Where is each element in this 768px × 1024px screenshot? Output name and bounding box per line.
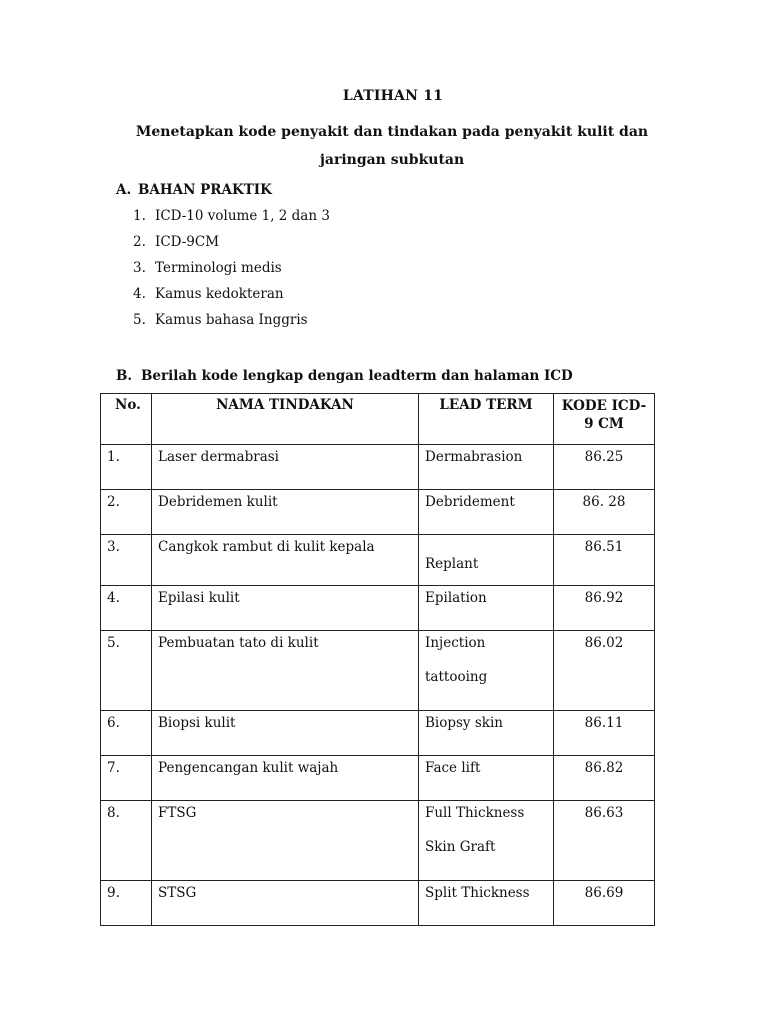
materials-list bbox=[133, 208, 330, 338]
lead-term bbox=[419, 881, 554, 926]
row-number: 5. bbox=[101, 631, 152, 711]
header-lead-term: LEAD TERM bbox=[419, 394, 554, 445]
procedure-name: Biopsi kulit bbox=[152, 711, 419, 756]
section-a-number: A. bbox=[116, 182, 132, 198]
list-item bbox=[133, 234, 330, 260]
procedure-name: Pengencangan kulit wajah bbox=[152, 756, 419, 801]
list-item-number: 2. bbox=[133, 234, 146, 250]
list-item bbox=[133, 286, 330, 312]
procedure-name: Debridemen kulit bbox=[152, 490, 419, 535]
procedure-name: Cangkok rambut di kulit kepala bbox=[152, 535, 419, 586]
procedure-name: STSG bbox=[152, 881, 419, 926]
lead-term bbox=[419, 631, 554, 711]
table-row bbox=[101, 801, 655, 881]
icd-code: 86.02 bbox=[554, 631, 655, 711]
list-item-text: Kamus bahasa Inggris bbox=[155, 312, 308, 328]
icd-code: 86.25 bbox=[554, 445, 655, 490]
icd-code: 86.69 bbox=[554, 881, 655, 926]
lead-term bbox=[419, 711, 554, 756]
lead-term-line: Biopsy skin bbox=[425, 715, 503, 731]
table-row bbox=[101, 631, 655, 711]
lead-term bbox=[419, 756, 554, 801]
list-item-text: Terminologi medis bbox=[155, 260, 282, 276]
procedure-name: FTSG bbox=[152, 801, 419, 881]
header-icd-code: KODE ICD-9 CM bbox=[554, 394, 655, 445]
header-no: No. bbox=[101, 394, 152, 445]
section-b-title: Berilah kode lengkap dengan leadterm dan halaman ICD bbox=[141, 368, 573, 384]
row-number: 8. bbox=[101, 801, 152, 881]
row-number: 7. bbox=[101, 756, 152, 801]
lead-term-line: Skin Graft bbox=[425, 839, 496, 855]
lead-term bbox=[419, 445, 554, 490]
row-number: 4. bbox=[101, 586, 152, 631]
row-number: 9. bbox=[101, 881, 152, 926]
table-row bbox=[101, 445, 655, 490]
table-row bbox=[101, 490, 655, 535]
lead-term-line bbox=[425, 539, 547, 556]
lead-term bbox=[419, 586, 554, 631]
lead-term-line: Face lift bbox=[425, 760, 481, 776]
list-item-text: Kamus kedokteran bbox=[155, 286, 284, 302]
icd-code: 86.63 bbox=[554, 801, 655, 881]
table-row bbox=[101, 535, 655, 586]
section-a-title: BAHAN PRAKTIK bbox=[138, 182, 272, 198]
row-number: 2. bbox=[101, 490, 152, 535]
row-number: 3. bbox=[101, 535, 152, 586]
procedure-name: Pembuatan tato di kulit bbox=[152, 631, 419, 711]
lead-term-line: Debridement bbox=[425, 494, 515, 510]
lead-term bbox=[419, 801, 554, 881]
lead-term-line: Dermabrasion bbox=[425, 449, 523, 465]
lead-term-line: Split Thickness bbox=[425, 885, 530, 901]
table-row bbox=[101, 756, 655, 801]
list-item-number: 4. bbox=[133, 286, 146, 302]
lead-term-line: Injection bbox=[425, 635, 486, 651]
icd-code-table bbox=[100, 393, 655, 926]
section-b-heading bbox=[116, 368, 573, 384]
lead-term bbox=[419, 535, 554, 586]
row-number: 6. bbox=[101, 711, 152, 756]
list-item-number: 3. bbox=[133, 260, 146, 276]
page-subtitle: Menetapkan kode penyakit dan tindakan pada penyakit kulit dan jaringan subkutan bbox=[135, 124, 649, 168]
icd-code: 86.11 bbox=[554, 711, 655, 756]
table-row bbox=[101, 711, 655, 756]
list-item bbox=[133, 260, 330, 286]
list-item bbox=[133, 312, 330, 338]
icd-code: 86.92 bbox=[554, 586, 655, 631]
icd-code: 86.82 bbox=[554, 756, 655, 801]
icd-code: 86.51 bbox=[554, 535, 655, 586]
list-item-number: 5. bbox=[133, 312, 146, 328]
lead-term-line: Replant bbox=[425, 556, 479, 572]
page-title: LATIHAN 11 bbox=[342, 88, 444, 104]
section-a-heading bbox=[116, 182, 272, 198]
table-row bbox=[101, 881, 655, 926]
list-item-text: ICD-9CM bbox=[155, 234, 220, 250]
procedure-name: Epilasi kulit bbox=[152, 586, 419, 631]
procedure-name: Laser dermabrasi bbox=[152, 445, 419, 490]
lead-term-line: tattooing bbox=[425, 669, 488, 685]
section-b-number: B. bbox=[116, 368, 133, 384]
icd-code: 86. 28 bbox=[554, 490, 655, 535]
header-name: NAMA TINDAKAN bbox=[152, 394, 419, 445]
list-item-text: ICD-10 volume 1, 2 dan 3 bbox=[155, 208, 330, 224]
list-item-number: 1. bbox=[133, 208, 146, 224]
table-header-row bbox=[101, 394, 655, 445]
list-item bbox=[133, 208, 330, 234]
row-number: 1. bbox=[101, 445, 152, 490]
lead-term bbox=[419, 490, 554, 535]
lead-term-line: Epilation bbox=[425, 590, 487, 606]
table-row bbox=[101, 586, 655, 631]
lead-term-line: Full Thickness bbox=[425, 805, 525, 821]
